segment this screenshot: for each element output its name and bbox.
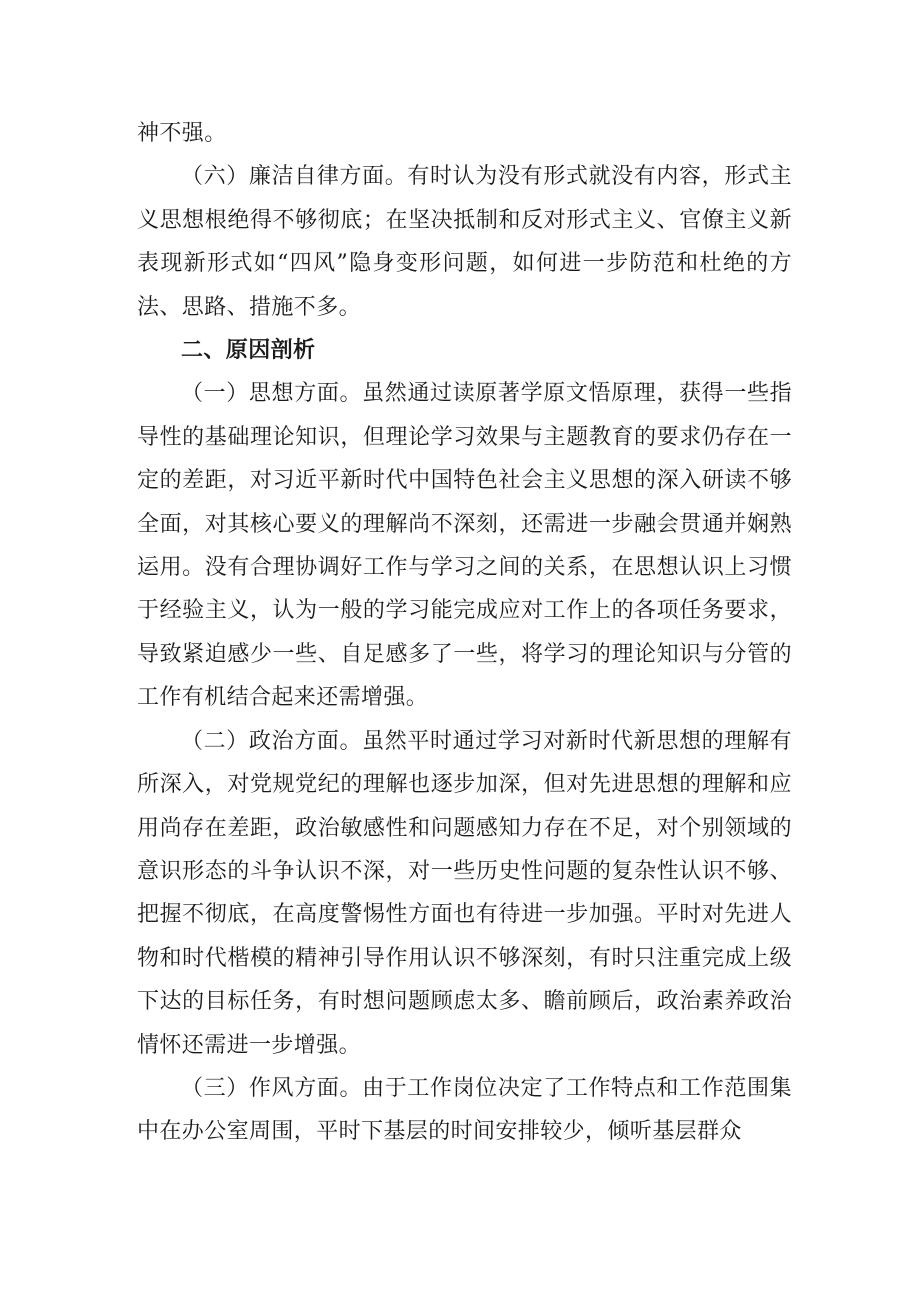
paragraph-lianjie-zilv: （六）廉洁自律方面。有时认为没有形式就没有内容，形式主义思想根绝得不够彻底；在坚决抵制和反对形式主义、官僚主义新表现新形式如“四风”隐身变形问题，如何进一步防范和杜绝的方法、思路、措施不多。: [137, 164, 792, 320]
paragraph-sixiang: （一）思想方面。虽然通过读原著学原文悟原理，获得一些指导性的基础理论知识，但理论学习效果与主题教育的要求仍存在一定的差距，对习近平新时代中国特色社会主义思想的深入研读不够全面，对其核心要义的理解尚不深刻，还需进一步融会贯通并娴熟运用。没有合理协调好工作与学习之间的关系，在思想认识上习惯于经验主义，认为一般的学习能完成应对工作上的各项任务要求，导致紧迫感少一些、自足感多了一些，将学习的理论知识与分管的工作有机结合起来还需增强。: [137, 381, 792, 711]
section-heading: 二、原因剖析: [181, 338, 316, 364]
paragraph-continuation: 神不强。: [137, 121, 227, 146]
paragraph-zhengzhi: （二）政治方面。虽然平时通过学习对新时代新思想的理解有所深入，对党规党纪的理解也逐步加深，但对先进思想的理解和应用尚存在差距，政治敏感性和问题感知力存在不足，对个别领域的意识形态的斗争认识不深，对一些历史性问题的复杂性认识不够、把握不彻底，在高度警惕性方面也有待进一步加强。平时对先进人物和时代楷模的精神引导作用认识不够深刻，有时只注重完成上级下达的目标任务，有时想问题顾虑太多、瞻前顾后，政治素养政治情怀还需进一步增强。: [137, 728, 792, 1058]
paragraph-zuofeng: （三）作风方面。由于工作岗位决定了工作特点和工作范围集中在办公室周围，平时下基层的时间安排较少，倾听基层群众: [137, 1075, 792, 1145]
document-body: [137, 112, 792, 1154]
